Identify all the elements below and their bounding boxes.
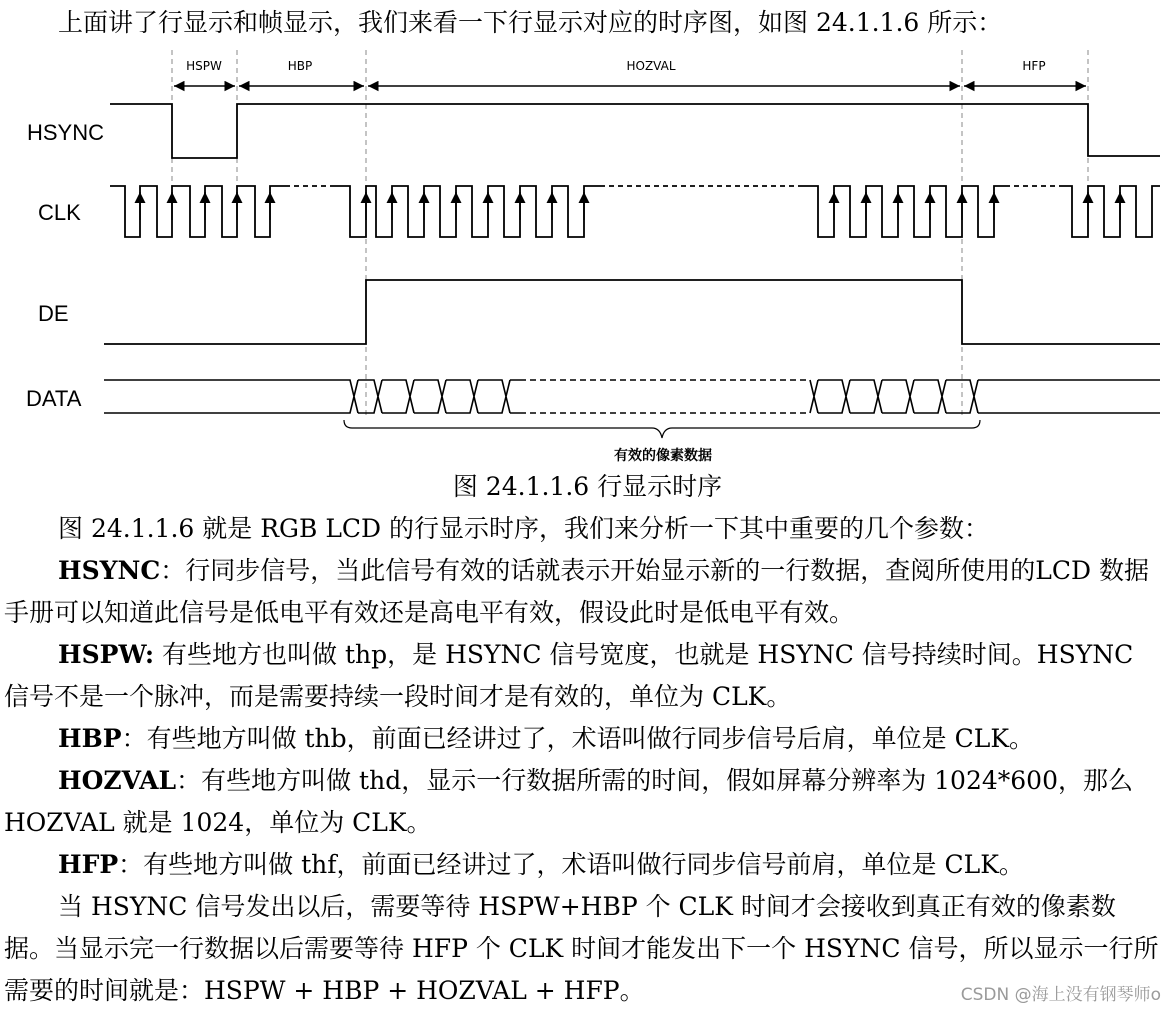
hozval-label: HOZVAL — [626, 59, 676, 73]
desc-hbp: ：有些地方叫做 thb，前面已经讲过了，术语叫做行同步信号后肩，单位是 CLK。 — [121, 724, 1035, 753]
hsync-signal-label: HSYNC — [27, 120, 105, 145]
paragraph-hbp — [4, 718, 1162, 760]
valid-data-label: 有效的像素数据 — [614, 448, 712, 464]
guide-lines — [172, 50, 1088, 418]
valid-data-brace — [344, 420, 980, 438]
term-hsync: HSYNC — [58, 556, 161, 585]
paragraph-hfp — [4, 844, 1162, 886]
term-hfp: HFP — [58, 850, 119, 879]
paragraph-line-time: 当 HSYNC 信号发出以后，需要等待 HSPW+HBP 个 CLK 时间才会接收到真正有效的像素数据。当显示完一行数据以后需要等待 HFP 个 CLK 时间才能发出下一个 HSYNC 信号，所以显示一行所需要的时间就是：HSPW + HBP + HOZVAL + HFP。 — [4, 892, 1159, 1005]
hsync-waveform — [110, 104, 1160, 158]
term-hbp: HBP — [58, 724, 122, 753]
hfp-label: HFP — [1022, 59, 1046, 73]
data-waveform — [104, 380, 1160, 413]
hbp-label: HBP — [287, 59, 313, 73]
desc-hsync: ：行同步信号，当此信号有效的话就表示开始显示新的一行数据，查阅所使用的LCD 数据手册可以知道此信号是低电平有效还是高电平有效，假设此时是低电平有效。 — [4, 556, 1150, 627]
intro-paragraph: 上面讲了行显示和帧显示，我们来看一下行显示对应的时序图，如图 24.1.1.6 所示： — [58, 8, 1003, 37]
desc-hfp: ：有些地方叫做 thf，前面已经讲过了，术语叫做行同步信号前肩，单位是 CLK。 — [118, 850, 1024, 879]
paragraph-figure-intro: 图 24.1.1.6 就是 RGB LCD 的行显示时序，我们来分析一下其中重要的几个参数： — [58, 514, 990, 543]
clk-waveform — [110, 186, 1160, 237]
timing-diagram — [0, 40, 1175, 470]
term-hspw: HSPW: — [58, 640, 155, 669]
desc-hspw: 有些地方也叫做 thp，是 HSYNC 信号宽度，也就是 HSYNC 信号持续时间。HSYNC 信号不是一个脉冲，而是需要持续一段时间才是有效的，单位为 CLK。 — [4, 640, 1134, 711]
csdn-watermark: CSDN @海上没有钢琴师o — [960, 985, 1161, 1005]
figure-caption: 图 24.1.1.6 行显示时序 — [452, 472, 723, 501]
clk-signal-label: CLK — [38, 200, 81, 225]
de-waveform — [104, 280, 1160, 344]
paragraph-hspw — [4, 634, 1162, 718]
data-signal-label: DATA — [26, 386, 82, 411]
paragraph-hozval — [4, 760, 1162, 844]
term-hozval: HOZVAL — [58, 766, 177, 795]
hspw-label: HSPW — [186, 59, 222, 73]
de-signal-label: DE — [38, 301, 69, 326]
desc-hozval: ：有些地方叫做 thd，显示一行数据所需的时间，假如屏幕分辨率为 1024*600，那么 HOZVAL 就是 1024，单位为 CLK。 — [4, 766, 1133, 837]
clk-edge-arrows — [140, 192, 1120, 220]
paragraph-hsync — [4, 550, 1162, 634]
